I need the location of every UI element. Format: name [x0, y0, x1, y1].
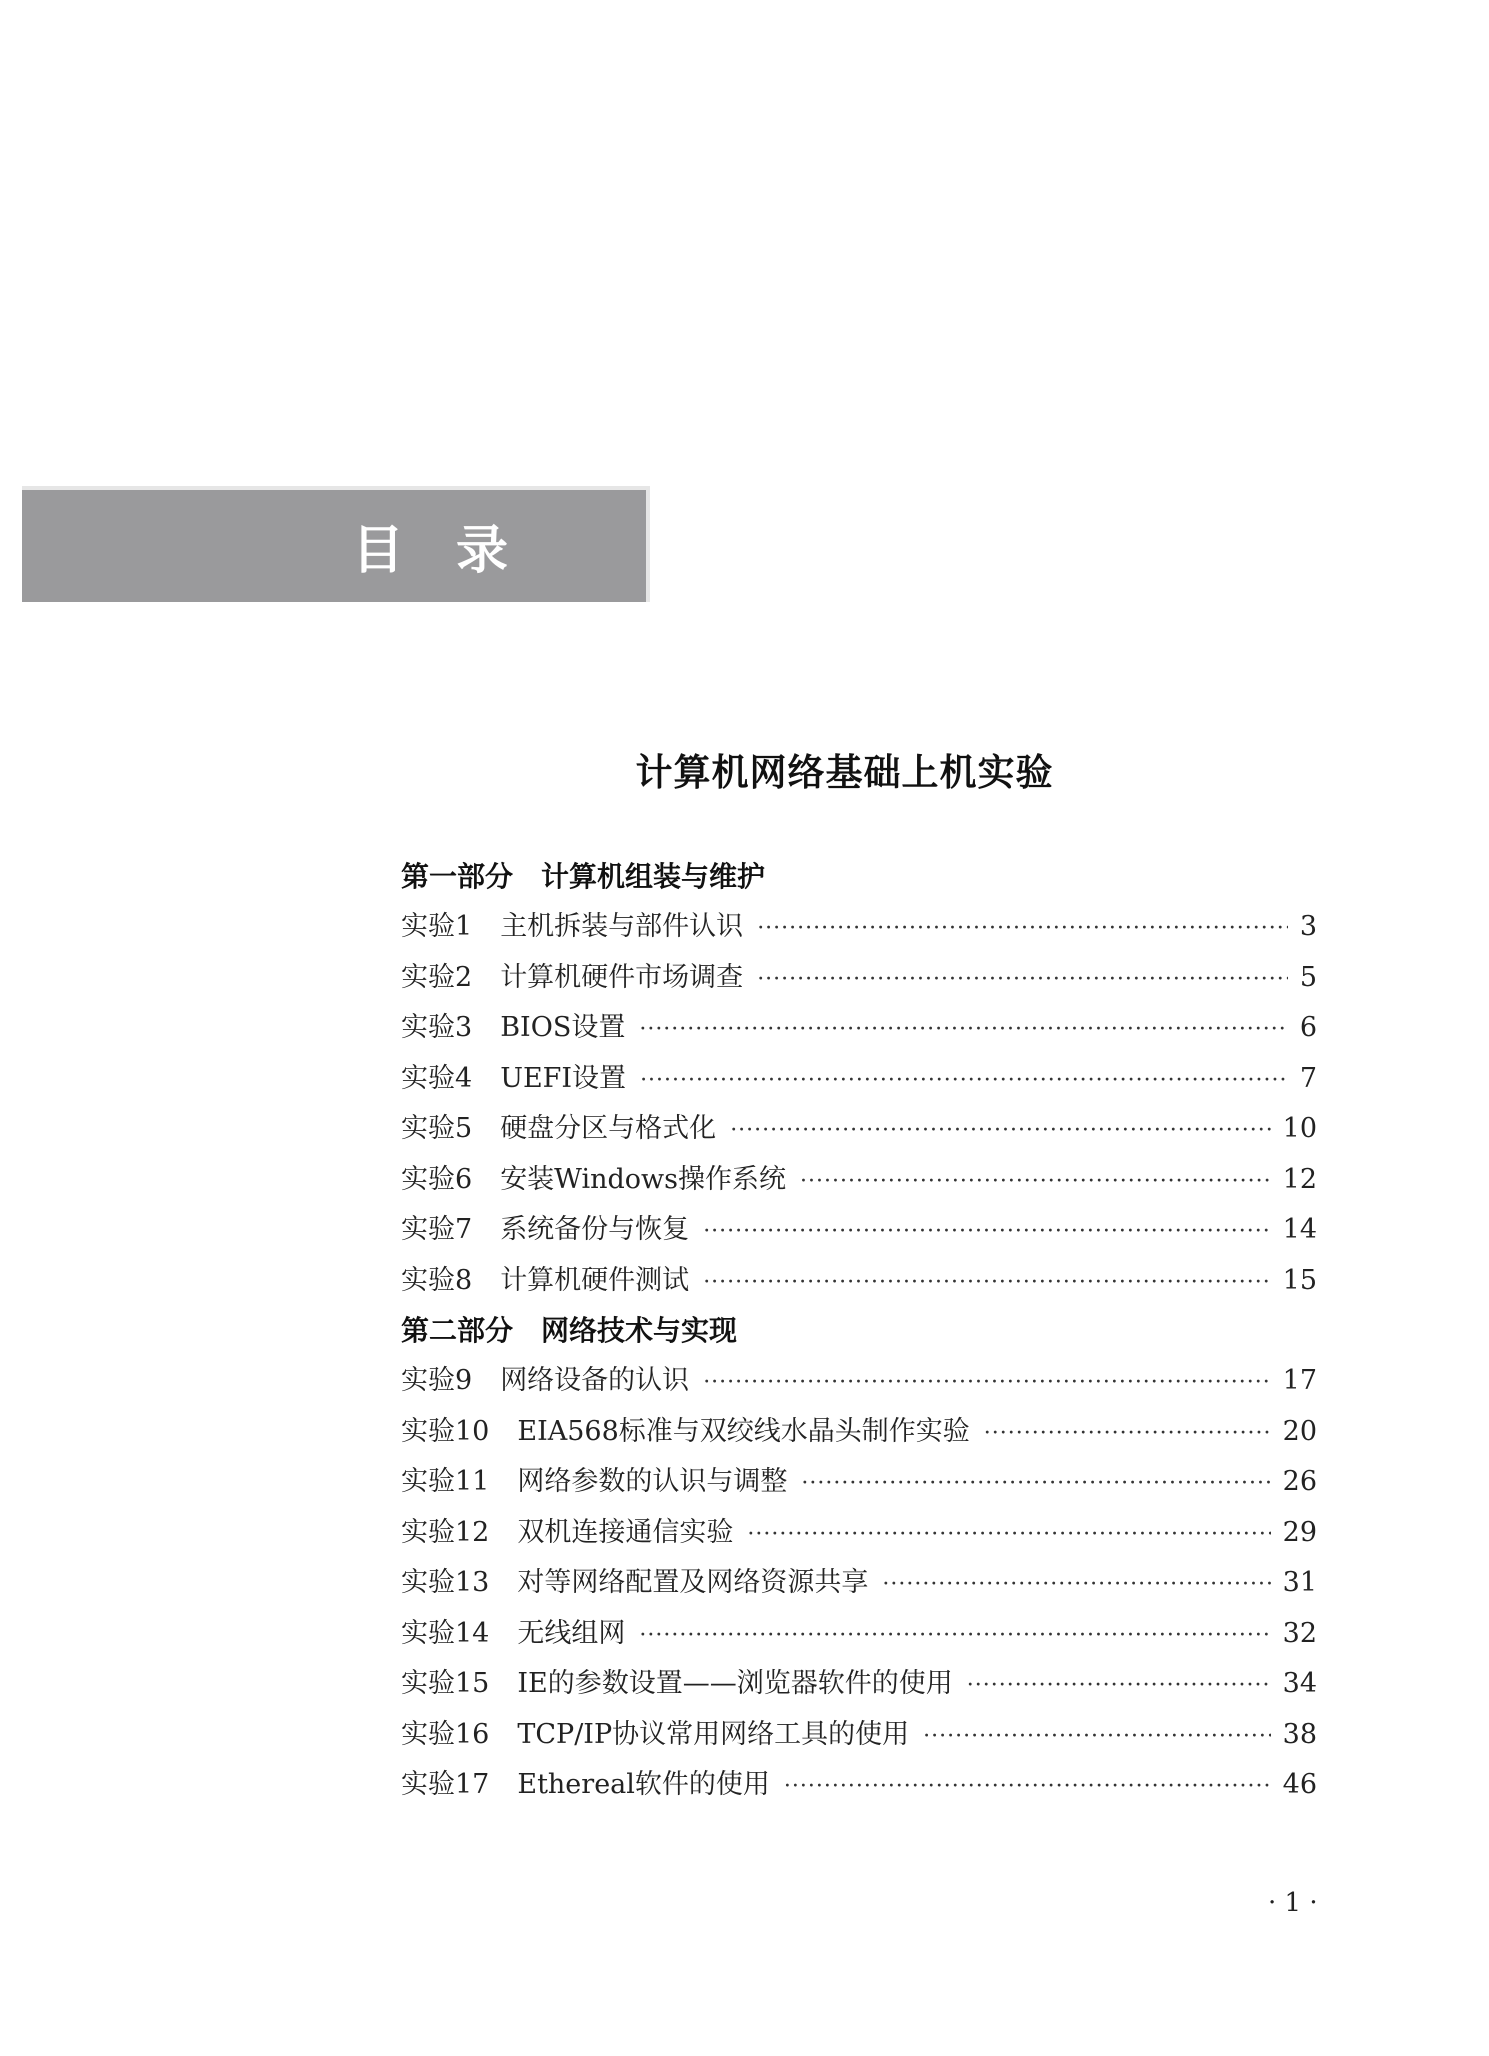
entry-number: 实验14 [401, 1617, 490, 1649]
entry-title: 双机连接通信实验 [517, 1516, 734, 1548]
table-of-contents [401, 852, 1317, 1811]
dot-leader [747, 1510, 1270, 1561]
entry-page: 46 [1282, 1769, 1317, 1800]
entry-number: 实验5 [401, 1113, 473, 1144]
toc-entry[interactable] [401, 1205, 1317, 1256]
dot-leader [639, 1005, 1287, 1056]
part-name: 计算机组装与维护 [541, 860, 766, 893]
dot-leader [967, 1661, 1271, 1712]
page-number: · 1 · [1268, 1888, 1318, 1918]
dot-leader [882, 1560, 1270, 1611]
part-number: 第一部分 [401, 860, 514, 893]
toc-entry[interactable] [401, 1609, 1317, 1660]
entry-number: 实验10 [401, 1415, 490, 1447]
entry-page: 34 [1282, 1668, 1317, 1699]
entry-page: 10 [1282, 1113, 1317, 1144]
book-title: 计算机网络基础上机实验 [635, 750, 1054, 794]
entry-page: 3 [1299, 911, 1317, 942]
entry-number: 实验3 [401, 1012, 473, 1043]
toc-entry[interactable] [401, 902, 1317, 953]
toc-banner [22, 486, 650, 602]
entry-number: 实验1 [401, 911, 473, 942]
entry-number: 实验13 [401, 1567, 490, 1598]
dot-leader [784, 1762, 1271, 1813]
entry-number: 实验15 [401, 1668, 490, 1699]
entry-number: 实验12 [401, 1516, 490, 1548]
toc-entry[interactable] [401, 1508, 1317, 1559]
entry-title: BIOS设置 [500, 1012, 626, 1043]
banner-title: 目录 [352, 520, 561, 581]
entry-page: 29 [1282, 1516, 1317, 1548]
toc-entry[interactable] [401, 1104, 1317, 1155]
entry-number: 实验7 [401, 1214, 473, 1245]
entry-page: 14 [1282, 1214, 1317, 1245]
entry-page: 5 [1299, 961, 1317, 993]
part-number: 第二部分 [401, 1314, 514, 1347]
toc-entry[interactable] [401, 1356, 1317, 1407]
toc-entry[interactable] [401, 1054, 1317, 1105]
entry-title: TCP/IP协议常用网络工具的使用 [517, 1718, 910, 1750]
entry-title: IE的参数设置——浏览器软件的使用 [517, 1668, 953, 1699]
dot-leader [757, 904, 1288, 955]
toc-entry[interactable] [401, 1659, 1317, 1710]
entry-page: 7 [1299, 1062, 1317, 1094]
entry-title: Ethereal软件的使用 [517, 1769, 770, 1800]
part-heading [401, 852, 1317, 902]
entry-title: 计算机硬件测试 [500, 1264, 690, 1296]
entry-page: 26 [1282, 1466, 1317, 1497]
entry-title: 计算机硬件市场调查 [500, 961, 744, 993]
entry-title: 系统备份与恢复 [500, 1214, 690, 1245]
dot-leader [923, 1712, 1271, 1763]
toc-entry[interactable] [401, 1003, 1317, 1054]
toc-entry[interactable] [401, 1407, 1317, 1458]
toc-entry[interactable] [401, 1155, 1317, 1206]
entry-title: 网络设备的认识 [500, 1365, 690, 1396]
entry-number: 实验9 [401, 1365, 473, 1396]
toc-entry[interactable] [401, 1558, 1317, 1609]
toc-entry[interactable] [401, 953, 1317, 1004]
entry-number: 实验17 [401, 1769, 490, 1800]
entry-page: 6 [1299, 1012, 1317, 1043]
entry-number: 实验2 [401, 961, 473, 993]
entry-page: 38 [1282, 1718, 1317, 1750]
entry-page: 20 [1282, 1415, 1317, 1447]
entry-number: 实验16 [401, 1718, 490, 1750]
entry-number: 实验4 [401, 1062, 473, 1094]
entry-number: 实验6 [401, 1163, 473, 1195]
entry-title: 对等网络配置及网络资源共享 [517, 1567, 869, 1598]
dot-leader [703, 1258, 1270, 1309]
part-name: 网络技术与实现 [541, 1314, 738, 1347]
dot-leader [800, 1157, 1271, 1208]
toc-entry[interactable] [401, 1760, 1317, 1811]
entry-title: 主机拆装与部件认识 [500, 911, 744, 942]
dot-leader [703, 1207, 1270, 1258]
entry-number: 实验8 [401, 1264, 473, 1296]
dot-leader [984, 1409, 1271, 1460]
dot-leader [730, 1106, 1270, 1157]
toc-entry[interactable] [401, 1457, 1317, 1508]
entry-title: 硬盘分区与格式化 [500, 1113, 717, 1144]
dot-leader [703, 1358, 1270, 1409]
entry-page: 32 [1282, 1617, 1317, 1649]
dot-leader [639, 1611, 1270, 1662]
entry-page: 15 [1282, 1264, 1317, 1296]
part-heading [401, 1306, 1317, 1356]
dot-leader [801, 1459, 1270, 1510]
entry-title: EIA568标准与双绞线水晶头制作实验 [517, 1415, 970, 1447]
entry-page: 12 [1282, 1163, 1317, 1195]
entry-number: 实验11 [401, 1466, 490, 1497]
entry-title: 无线组网 [517, 1617, 626, 1649]
entry-title: UEFI设置 [500, 1062, 627, 1094]
dot-leader [640, 1056, 1288, 1107]
entry-title: 网络参数的认识与调整 [517, 1466, 788, 1497]
toc-entry[interactable] [401, 1710, 1317, 1761]
toc-entry[interactable] [401, 1256, 1317, 1307]
entry-page: 31 [1282, 1567, 1317, 1598]
dot-leader [757, 955, 1288, 1006]
entry-page: 17 [1282, 1365, 1317, 1396]
entry-title: 安装Windows操作系统 [500, 1163, 786, 1195]
